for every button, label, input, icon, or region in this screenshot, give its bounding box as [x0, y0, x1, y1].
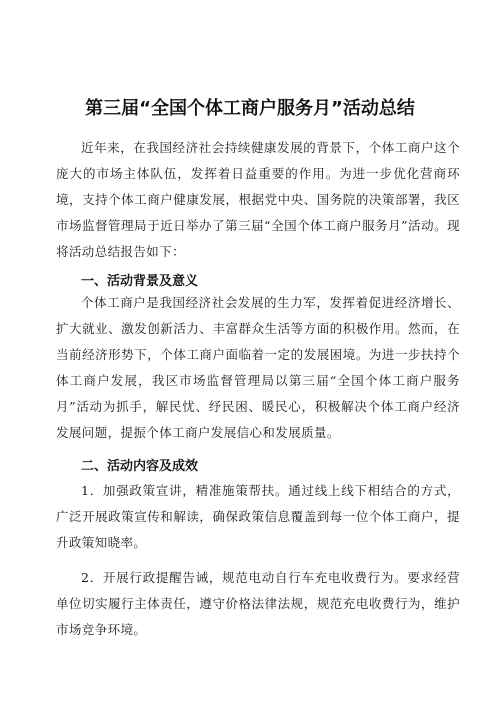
section-paragraph-policy: 1．加强政策宣讲，精准施策帮扶。通过线上线下相结合的方式，广泛开展政策宣传和解读，确保政策信息覆盖到每一位个体工商户，提升政策知晓率。: [56, 483, 460, 550]
section-paragraph-charging: 2．开展行政提醒告诫，规范电动自行车充电收费行为。要求经营单位切实履行主体责任，遵守价格法律法规，规范充电收费行为，维护市场竞争环境。: [56, 570, 460, 637]
section-heading-background: 一、活动背景及意义: [81, 274, 199, 289]
intro-paragraph: 近年来，在我国经济社会持续健康发展的背景下，个体工商户这个庞大的市场主体队伍，发挥着日益重要的作用。为进一步优化营商环境，支持个体工商户健康发展，根据党中央、国务院的决策部署，我区市场监督管理局于近日举办了第三届“全国个体工商户服务月”活动。现将活动总结报告如下：: [56, 140, 460, 259]
section-paragraph-background: 个体工商户是我国经济社会发展的生力军，发挥着促进经济增长、扩大就业、激发创新活力、丰富群众生活等方面的积极作用。然而，在当前经济形势下，个体工商户面临着一定的发展困境。为进一步扶持个体工商户发展，我区市场监督管理局以第三届“全国个体工商户服务月”活动为抓手，解民忧、纾民困、暖民心，积极解决个体工商户经济发展问题，提振个体工商户发展信心和发展质量。: [56, 295, 460, 440]
section-heading-content: 二、活动内容及成效: [81, 459, 199, 474]
document-title: 第三届“全国个体工商户服务月”活动总结: [85, 98, 415, 120]
